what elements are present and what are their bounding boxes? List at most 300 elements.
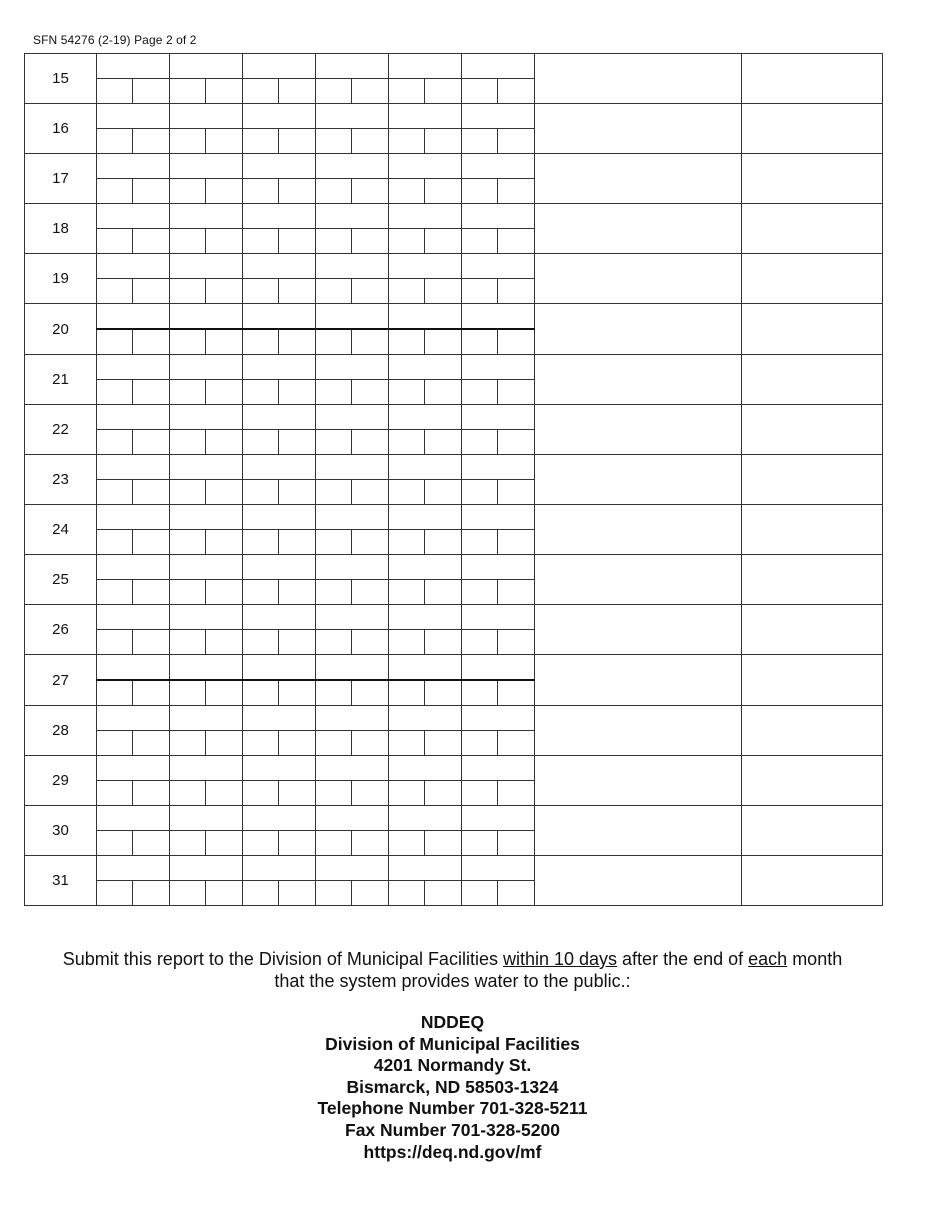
sub-reading-cell[interactable] <box>352 129 389 154</box>
sub-reading-cell[interactable] <box>133 480 170 505</box>
sub-reading-cell[interactable] <box>243 881 279 906</box>
sub-reading-cell[interactable] <box>462 630 498 655</box>
reading-cell[interactable] <box>243 355 316 380</box>
sub-reading-cell[interactable] <box>462 731 498 756</box>
sub-reading-cell[interactable] <box>243 480 279 505</box>
reading-cell[interactable] <box>97 856 170 881</box>
reading-cell[interactable] <box>316 756 389 781</box>
reading-cell[interactable] <box>316 104 389 129</box>
sub-reading-cell[interactable] <box>462 881 498 906</box>
sub-reading-cell[interactable] <box>206 380 243 405</box>
reading-cell[interactable] <box>462 706 535 731</box>
reading-cell[interactable] <box>243 806 316 831</box>
reading-cell[interactable] <box>97 806 170 831</box>
sub-reading-cell[interactable] <box>97 731 133 756</box>
reading-cell[interactable] <box>389 54 462 79</box>
reading-cell[interactable] <box>389 555 462 580</box>
sub-reading-cell[interactable] <box>498 680 535 706</box>
reading-cell[interactable] <box>97 54 170 79</box>
remarks-cell[interactable] <box>535 254 742 304</box>
reading-cell[interactable] <box>170 304 243 330</box>
sub-reading-cell[interactable] <box>170 430 206 455</box>
sub-reading-cell[interactable] <box>425 731 462 756</box>
sub-reading-cell[interactable] <box>462 229 498 254</box>
reading-cell[interactable] <box>389 856 462 881</box>
remarks-cell[interactable] <box>535 505 742 555</box>
sub-reading-cell[interactable] <box>498 731 535 756</box>
sub-reading-cell[interactable] <box>206 430 243 455</box>
reading-cell[interactable] <box>170 706 243 731</box>
sub-reading-cell[interactable] <box>316 129 352 154</box>
sub-reading-cell[interactable] <box>389 781 425 806</box>
sub-reading-cell[interactable] <box>316 781 352 806</box>
sub-reading-cell[interactable] <box>279 680 316 706</box>
sub-reading-cell[interactable] <box>352 530 389 555</box>
sub-reading-cell[interactable] <box>316 229 352 254</box>
sub-reading-cell[interactable] <box>352 329 389 355</box>
reading-cell[interactable] <box>389 655 462 681</box>
initials-cell[interactable] <box>742 655 883 706</box>
sub-reading-cell[interactable] <box>243 680 279 706</box>
sub-reading-cell[interactable] <box>462 831 498 856</box>
reading-cell[interactable] <box>243 605 316 630</box>
sub-reading-cell[interactable] <box>243 781 279 806</box>
sub-reading-cell[interactable] <box>498 781 535 806</box>
reading-cell[interactable] <box>389 806 462 831</box>
remarks-cell[interactable] <box>535 605 742 655</box>
sub-reading-cell[interactable] <box>352 430 389 455</box>
sub-reading-cell[interactable] <box>389 129 425 154</box>
remarks-cell[interactable] <box>535 856 742 906</box>
sub-reading-cell[interactable] <box>462 430 498 455</box>
reading-cell[interactable] <box>97 706 170 731</box>
sub-reading-cell[interactable] <box>352 831 389 856</box>
sub-reading-cell[interactable] <box>133 380 170 405</box>
reading-cell[interactable] <box>97 355 170 380</box>
sub-reading-cell[interactable] <box>389 530 425 555</box>
sub-reading-cell[interactable] <box>206 680 243 706</box>
sub-reading-cell[interactable] <box>389 580 425 605</box>
sub-reading-cell[interactable] <box>279 781 316 806</box>
sub-reading-cell[interactable] <box>170 380 206 405</box>
reading-cell[interactable] <box>170 104 243 129</box>
reading-cell[interactable] <box>389 154 462 179</box>
sub-reading-cell[interactable] <box>206 129 243 154</box>
reading-cell[interactable] <box>462 505 535 530</box>
initials-cell[interactable] <box>742 405 883 455</box>
sub-reading-cell[interactable] <box>352 279 389 304</box>
sub-reading-cell[interactable] <box>352 79 389 104</box>
reading-cell[interactable] <box>243 104 316 129</box>
initials-cell[interactable] <box>742 806 883 856</box>
reading-cell[interactable] <box>389 706 462 731</box>
sub-reading-cell[interactable] <box>243 279 279 304</box>
sub-reading-cell[interactable] <box>133 430 170 455</box>
reading-cell[interactable] <box>243 455 316 480</box>
sub-reading-cell[interactable] <box>133 831 170 856</box>
reading-cell[interactable] <box>389 505 462 530</box>
reading-cell[interactable] <box>462 304 535 330</box>
remarks-cell[interactable] <box>535 655 742 706</box>
sub-reading-cell[interactable] <box>425 881 462 906</box>
reading-cell[interactable] <box>316 806 389 831</box>
reading-cell[interactable] <box>243 54 316 79</box>
sub-reading-cell[interactable] <box>170 731 206 756</box>
sub-reading-cell[interactable] <box>389 731 425 756</box>
sub-reading-cell[interactable] <box>352 881 389 906</box>
sub-reading-cell[interactable] <box>462 179 498 204</box>
remarks-cell[interactable] <box>535 706 742 756</box>
sub-reading-cell[interactable] <box>97 630 133 655</box>
reading-cell[interactable] <box>316 154 389 179</box>
reading-cell[interactable] <box>462 655 535 681</box>
sub-reading-cell[interactable] <box>279 430 316 455</box>
sub-reading-cell[interactable] <box>206 79 243 104</box>
sub-reading-cell[interactable] <box>170 831 206 856</box>
sub-reading-cell[interactable] <box>279 329 316 355</box>
sub-reading-cell[interactable] <box>133 630 170 655</box>
reading-cell[interactable] <box>170 655 243 681</box>
initials-cell[interactable] <box>742 706 883 756</box>
sub-reading-cell[interactable] <box>389 380 425 405</box>
sub-reading-cell[interactable] <box>389 179 425 204</box>
sub-reading-cell[interactable] <box>170 179 206 204</box>
reading-cell[interactable] <box>316 555 389 580</box>
sub-reading-cell[interactable] <box>425 179 462 204</box>
sub-reading-cell[interactable] <box>316 329 352 355</box>
sub-reading-cell[interactable] <box>462 279 498 304</box>
sub-reading-cell[interactable] <box>133 530 170 555</box>
reading-cell[interactable] <box>316 405 389 430</box>
sub-reading-cell[interactable] <box>498 580 535 605</box>
sub-reading-cell[interactable] <box>97 680 133 706</box>
reading-cell[interactable] <box>243 756 316 781</box>
sub-reading-cell[interactable] <box>170 781 206 806</box>
remarks-cell[interactable] <box>535 806 742 856</box>
sub-reading-cell[interactable] <box>133 329 170 355</box>
sub-reading-cell[interactable] <box>389 480 425 505</box>
sub-reading-cell[interactable] <box>243 179 279 204</box>
reading-cell[interactable] <box>170 605 243 630</box>
reading-cell[interactable] <box>462 806 535 831</box>
sub-reading-cell[interactable] <box>498 179 535 204</box>
reading-cell[interactable] <box>243 655 316 681</box>
sub-reading-cell[interactable] <box>97 480 133 505</box>
sub-reading-cell[interactable] <box>498 630 535 655</box>
sub-reading-cell[interactable] <box>462 680 498 706</box>
sub-reading-cell[interactable] <box>316 430 352 455</box>
sub-reading-cell[interactable] <box>97 430 133 455</box>
sub-reading-cell[interactable] <box>97 530 133 555</box>
sub-reading-cell[interactable] <box>389 329 425 355</box>
sub-reading-cell[interactable] <box>462 129 498 154</box>
sub-reading-cell[interactable] <box>170 630 206 655</box>
sub-reading-cell[interactable] <box>462 380 498 405</box>
remarks-cell[interactable] <box>535 756 742 806</box>
sub-reading-cell[interactable] <box>352 380 389 405</box>
sub-reading-cell[interactable] <box>425 229 462 254</box>
sub-reading-cell[interactable] <box>279 731 316 756</box>
reading-cell[interactable] <box>243 856 316 881</box>
sub-reading-cell[interactable] <box>133 229 170 254</box>
reading-cell[interactable] <box>389 405 462 430</box>
initials-cell[interactable] <box>742 104 883 154</box>
sub-reading-cell[interactable] <box>316 580 352 605</box>
sub-reading-cell[interactable] <box>425 831 462 856</box>
reading-cell[interactable] <box>462 154 535 179</box>
sub-reading-cell[interactable] <box>279 831 316 856</box>
reading-cell[interactable] <box>389 254 462 279</box>
sub-reading-cell[interactable] <box>133 680 170 706</box>
sub-reading-cell[interactable] <box>133 881 170 906</box>
sub-reading-cell[interactable] <box>97 179 133 204</box>
sub-reading-cell[interactable] <box>498 881 535 906</box>
reading-cell[interactable] <box>316 455 389 480</box>
sub-reading-cell[interactable] <box>279 279 316 304</box>
reading-cell[interactable] <box>316 254 389 279</box>
reading-cell[interactable] <box>170 405 243 430</box>
sub-reading-cell[interactable] <box>425 680 462 706</box>
sub-reading-cell[interactable] <box>243 530 279 555</box>
reading-cell[interactable] <box>462 355 535 380</box>
sub-reading-cell[interactable] <box>316 380 352 405</box>
initials-cell[interactable] <box>742 304 883 355</box>
reading-cell[interactable] <box>316 304 389 330</box>
remarks-cell[interactable] <box>535 304 742 355</box>
sub-reading-cell[interactable] <box>316 179 352 204</box>
reading-cell[interactable] <box>243 505 316 530</box>
sub-reading-cell[interactable] <box>97 329 133 355</box>
remarks-cell[interactable] <box>535 355 742 405</box>
sub-reading-cell[interactable] <box>133 129 170 154</box>
sub-reading-cell[interactable] <box>133 731 170 756</box>
sub-reading-cell[interactable] <box>425 580 462 605</box>
sub-reading-cell[interactable] <box>133 179 170 204</box>
initials-cell[interactable] <box>742 355 883 405</box>
sub-reading-cell[interactable] <box>316 831 352 856</box>
sub-reading-cell[interactable] <box>389 680 425 706</box>
initials-cell[interactable] <box>742 54 883 104</box>
sub-reading-cell[interactable] <box>462 781 498 806</box>
sub-reading-cell[interactable] <box>170 680 206 706</box>
sub-reading-cell[interactable] <box>170 580 206 605</box>
sub-reading-cell[interactable] <box>425 430 462 455</box>
remarks-cell[interactable] <box>535 154 742 204</box>
sub-reading-cell[interactable] <box>97 831 133 856</box>
sub-reading-cell[interactable] <box>279 179 316 204</box>
sub-reading-cell[interactable] <box>206 630 243 655</box>
sub-reading-cell[interactable] <box>498 329 535 355</box>
reading-cell[interactable] <box>170 756 243 781</box>
initials-cell[interactable] <box>742 756 883 806</box>
reading-cell[interactable] <box>170 154 243 179</box>
sub-reading-cell[interactable] <box>498 480 535 505</box>
reading-cell[interactable] <box>462 254 535 279</box>
reading-cell[interactable] <box>243 204 316 229</box>
sub-reading-cell[interactable] <box>206 329 243 355</box>
sub-reading-cell[interactable] <box>352 630 389 655</box>
reading-cell[interactable] <box>243 154 316 179</box>
sub-reading-cell[interactable] <box>243 630 279 655</box>
reading-cell[interactable] <box>389 455 462 480</box>
reading-cell[interactable] <box>316 605 389 630</box>
sub-reading-cell[interactable] <box>462 79 498 104</box>
sub-reading-cell[interactable] <box>279 79 316 104</box>
reading-cell[interactable] <box>97 204 170 229</box>
sub-reading-cell[interactable] <box>352 580 389 605</box>
sub-reading-cell[interactable] <box>425 380 462 405</box>
remarks-cell[interactable] <box>535 104 742 154</box>
sub-reading-cell[interactable] <box>279 129 316 154</box>
reading-cell[interactable] <box>97 655 170 681</box>
sub-reading-cell[interactable] <box>352 680 389 706</box>
sub-reading-cell[interactable] <box>498 79 535 104</box>
sub-reading-cell[interactable] <box>97 279 133 304</box>
sub-reading-cell[interactable] <box>279 380 316 405</box>
reading-cell[interactable] <box>170 254 243 279</box>
sub-reading-cell[interactable] <box>97 229 133 254</box>
reading-cell[interactable] <box>97 304 170 330</box>
sub-reading-cell[interactable] <box>206 580 243 605</box>
sub-reading-cell[interactable] <box>425 530 462 555</box>
sub-reading-cell[interactable] <box>316 530 352 555</box>
remarks-cell[interactable] <box>535 54 742 104</box>
sub-reading-cell[interactable] <box>498 831 535 856</box>
initials-cell[interactable] <box>742 254 883 304</box>
sub-reading-cell[interactable] <box>389 630 425 655</box>
sub-reading-cell[interactable] <box>389 229 425 254</box>
sub-reading-cell[interactable] <box>170 480 206 505</box>
reading-cell[interactable] <box>170 204 243 229</box>
sub-reading-cell[interactable] <box>462 480 498 505</box>
sub-reading-cell[interactable] <box>425 129 462 154</box>
reading-cell[interactable] <box>462 204 535 229</box>
sub-reading-cell[interactable] <box>97 781 133 806</box>
sub-reading-cell[interactable] <box>425 329 462 355</box>
reading-cell[interactable] <box>97 605 170 630</box>
reading-cell[interactable] <box>389 605 462 630</box>
initials-cell[interactable] <box>742 505 883 555</box>
initials-cell[interactable] <box>742 605 883 655</box>
reading-cell[interactable] <box>462 405 535 430</box>
reading-cell[interactable] <box>170 856 243 881</box>
reading-cell[interactable] <box>243 405 316 430</box>
sub-reading-cell[interactable] <box>462 580 498 605</box>
sub-reading-cell[interactable] <box>243 731 279 756</box>
sub-reading-cell[interactable] <box>206 831 243 856</box>
reading-cell[interactable] <box>316 706 389 731</box>
sub-reading-cell[interactable] <box>316 279 352 304</box>
reading-cell[interactable] <box>97 104 170 129</box>
initials-cell[interactable] <box>742 204 883 254</box>
sub-reading-cell[interactable] <box>97 129 133 154</box>
sub-reading-cell[interactable] <box>170 530 206 555</box>
reading-cell[interactable] <box>389 355 462 380</box>
sub-reading-cell[interactable] <box>279 580 316 605</box>
sub-reading-cell[interactable] <box>316 630 352 655</box>
sub-reading-cell[interactable] <box>279 630 316 655</box>
reading-cell[interactable] <box>316 54 389 79</box>
sub-reading-cell[interactable] <box>316 480 352 505</box>
reading-cell[interactable] <box>97 505 170 530</box>
sub-reading-cell[interactable] <box>316 680 352 706</box>
reading-cell[interactable] <box>170 54 243 79</box>
sub-reading-cell[interactable] <box>425 79 462 104</box>
sub-reading-cell[interactable] <box>206 731 243 756</box>
reading-cell[interactable] <box>243 254 316 279</box>
sub-reading-cell[interactable] <box>97 380 133 405</box>
reading-cell[interactable] <box>97 254 170 279</box>
initials-cell[interactable] <box>742 856 883 906</box>
initials-cell[interactable] <box>742 154 883 204</box>
sub-reading-cell[interactable] <box>462 329 498 355</box>
sub-reading-cell[interactable] <box>389 881 425 906</box>
sub-reading-cell[interactable] <box>133 580 170 605</box>
reading-cell[interactable] <box>243 706 316 731</box>
sub-reading-cell[interactable] <box>498 129 535 154</box>
sub-reading-cell[interactable] <box>133 781 170 806</box>
reading-cell[interactable] <box>170 355 243 380</box>
sub-reading-cell[interactable] <box>279 229 316 254</box>
reading-cell[interactable] <box>97 756 170 781</box>
reading-cell[interactable] <box>97 455 170 480</box>
sub-reading-cell[interactable] <box>97 79 133 104</box>
sub-reading-cell[interactable] <box>170 129 206 154</box>
sub-reading-cell[interactable] <box>170 279 206 304</box>
reading-cell[interactable] <box>170 806 243 831</box>
sub-reading-cell[interactable] <box>206 279 243 304</box>
reading-cell[interactable] <box>462 756 535 781</box>
sub-reading-cell[interactable] <box>170 329 206 355</box>
sub-reading-cell[interactable] <box>279 480 316 505</box>
sub-reading-cell[interactable] <box>498 380 535 405</box>
sub-reading-cell[interactable] <box>170 79 206 104</box>
sub-reading-cell[interactable] <box>133 279 170 304</box>
reading-cell[interactable] <box>462 455 535 480</box>
reading-cell[interactable] <box>316 505 389 530</box>
sub-reading-cell[interactable] <box>243 580 279 605</box>
sub-reading-cell[interactable] <box>243 430 279 455</box>
reading-cell[interactable] <box>462 555 535 580</box>
sub-reading-cell[interactable] <box>352 179 389 204</box>
initials-cell[interactable] <box>742 455 883 505</box>
sub-reading-cell[interactable] <box>133 79 170 104</box>
sub-reading-cell[interactable] <box>389 430 425 455</box>
sub-reading-cell[interactable] <box>425 279 462 304</box>
sub-reading-cell[interactable] <box>352 480 389 505</box>
reading-cell[interactable] <box>389 104 462 129</box>
sub-reading-cell[interactable] <box>498 430 535 455</box>
reading-cell[interactable] <box>462 605 535 630</box>
sub-reading-cell[interactable] <box>389 279 425 304</box>
reading-cell[interactable] <box>389 756 462 781</box>
sub-reading-cell[interactable] <box>425 480 462 505</box>
initials-cell[interactable] <box>742 555 883 605</box>
sub-reading-cell[interactable] <box>206 179 243 204</box>
reading-cell[interactable] <box>170 455 243 480</box>
sub-reading-cell[interactable] <box>206 480 243 505</box>
sub-reading-cell[interactable] <box>352 731 389 756</box>
remarks-cell[interactable] <box>535 204 742 254</box>
sub-reading-cell[interactable] <box>243 79 279 104</box>
remarks-cell[interactable] <box>535 555 742 605</box>
sub-reading-cell[interactable] <box>352 781 389 806</box>
sub-reading-cell[interactable] <box>243 129 279 154</box>
sub-reading-cell[interactable] <box>316 881 352 906</box>
reading-cell[interactable] <box>316 204 389 229</box>
sub-reading-cell[interactable] <box>97 580 133 605</box>
sub-reading-cell[interactable] <box>462 530 498 555</box>
